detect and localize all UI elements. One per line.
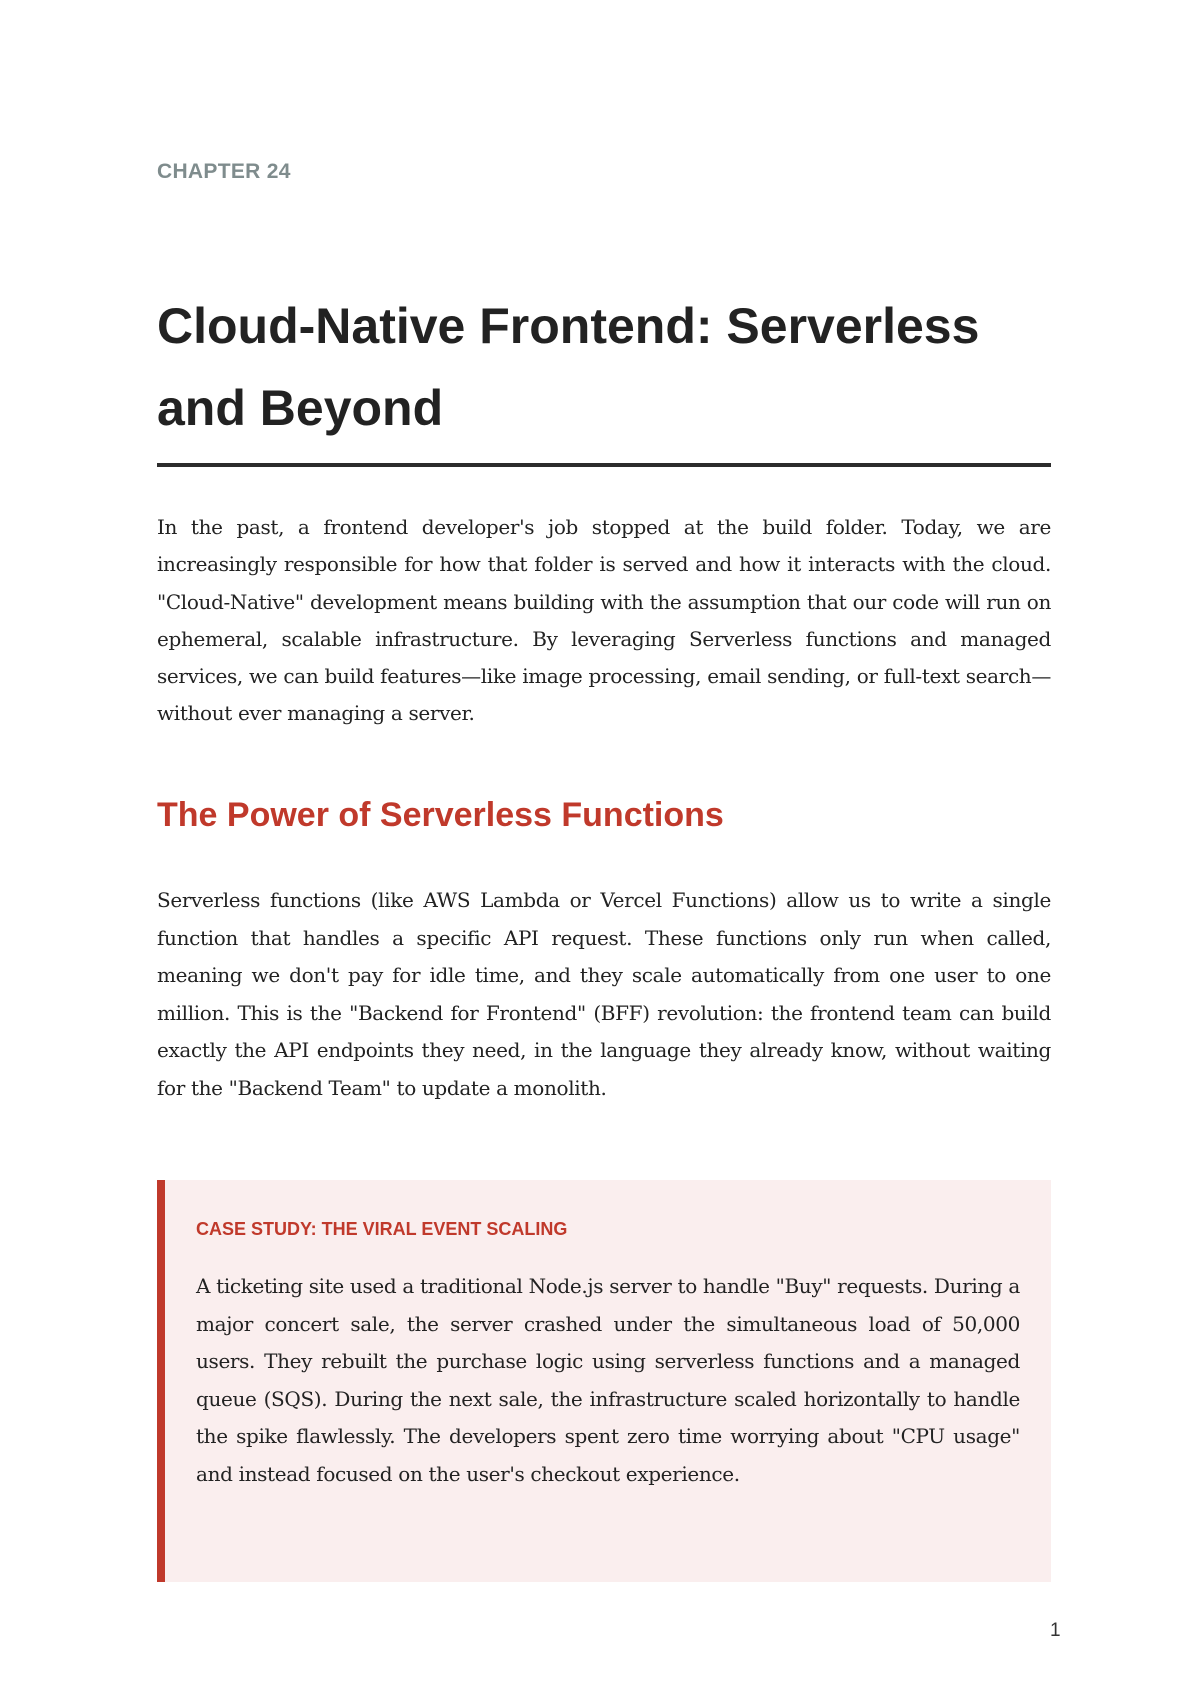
- chapter-label: CHAPTER 24: [157, 160, 291, 183]
- page-number: 1: [1050, 1620, 1061, 1641]
- callout-text: A ticketing site used a traditional Node.js server to handle "Buy" requests. During a major concert sale, the server crashed under the simultaneous load of 50,000 users. They rebuilt the purchase logic using serverless functions and a managed queue (SQS). During the next sale, the infrastructure scaled horizontally to handle the spike flawlessly. The developers spent zero time worrying about "CPU usage" and instead focused on the user's checkout experience.: [196, 1274, 1020, 1486]
- callout-label: CASE STUDY: THE VIRAL EVENT SCALING: [196, 1219, 568, 1239]
- chapter-title: Cloud-Native Frontend: Serverless and Beyond: [157, 298, 980, 436]
- intro-paragraph: In the past, a frontend developer's job stopped at the build folder. Today, we are increasingly responsible for how that folder is served and how it interacts with the cloud. "Cloud-Native" development means building with the assumption that our code will run on ephemeral, scalable infrastructure. By leveraging Serverless functions and managed services, we can build features—like image processing, email sending, or full-text search—without ever managing a server.: [157, 515, 1051, 726]
- section-heading: The Power of Serverless Functions: [157, 796, 724, 834]
- section-paragraph: Serverless functions (like AWS Lambda or Vercel Functions) allow us to write a single function that handles a specific API request. These functions only run when called, meaning we don't pay for idle time, and they scale automatically from one user to one million. This is the "Backend for Frontend" (BFF) revolution: the frontend team can build exactly the API endpoints they need, in the language they already know, without waiting for the "Backend Team" to update a monolith.: [157, 888, 1051, 1100]
- case-study-callout: [157, 1180, 1051, 1582]
- title-divider: [157, 463, 1051, 467]
